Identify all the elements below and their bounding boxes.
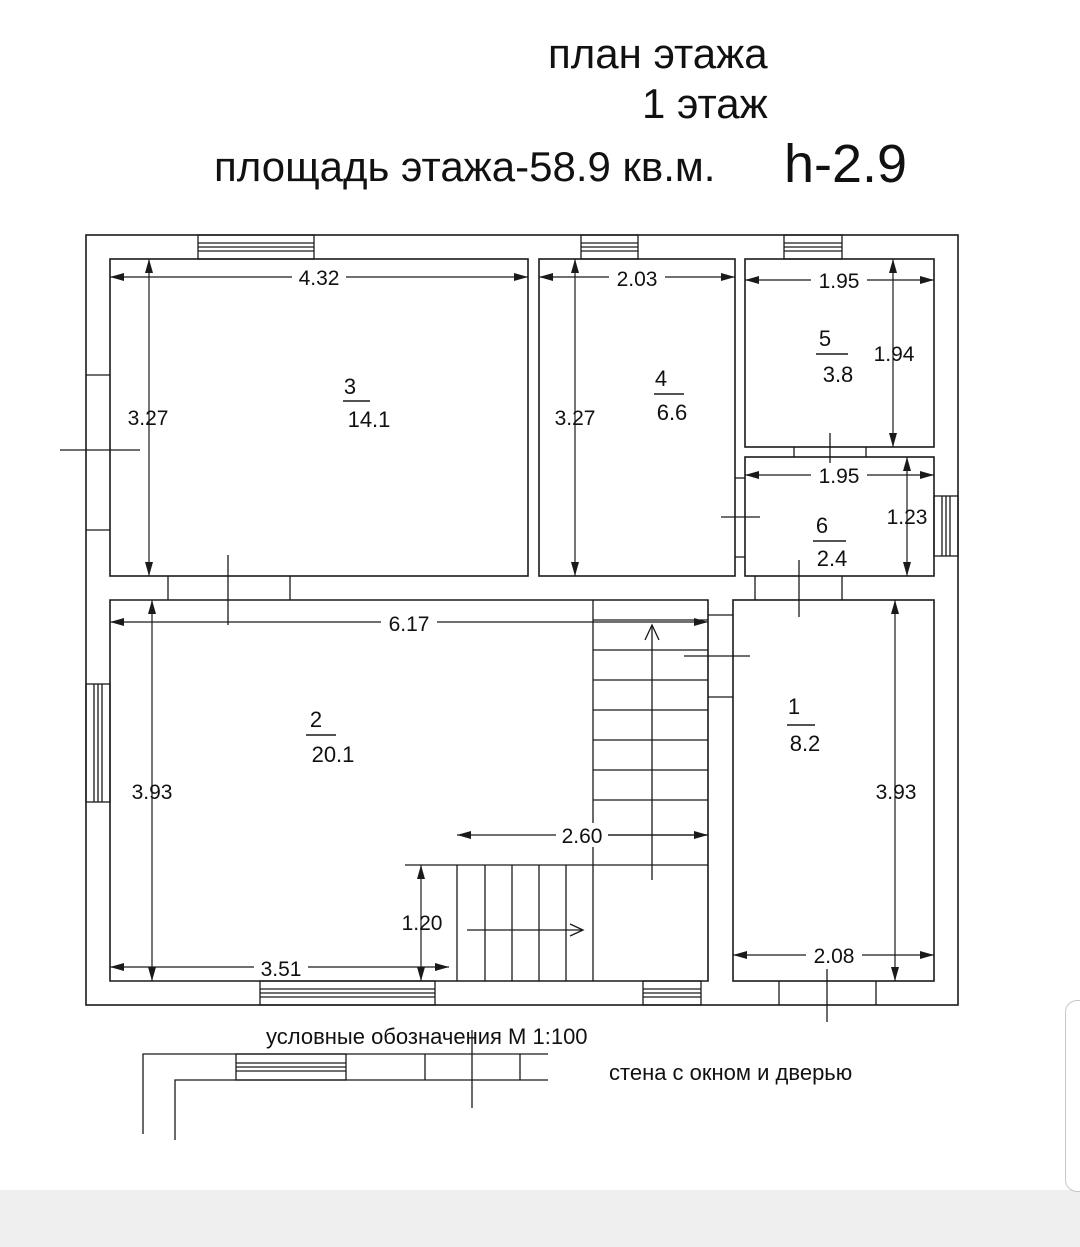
dim-room4-width: 2.03: [616, 268, 658, 291]
room-5-area: 3.8: [822, 362, 854, 387]
dimension-arrowheads: [110, 259, 934, 981]
plan-title: план этажа: [548, 30, 768, 77]
dim-room6-width: 1.95: [818, 465, 860, 488]
floor-area-label: площадь этажа-58.9 кв.м.: [214, 143, 716, 190]
dim-stair-width: 2.60: [561, 825, 603, 848]
room-1-area: 8.2: [789, 731, 821, 756]
dim-room5-width: 1.95: [818, 270, 860, 293]
staircase: [457, 600, 708, 981]
dimension-lines: [110, 259, 934, 981]
room-3-outline: [110, 259, 528, 576]
room-4-area: 6.6: [656, 400, 688, 425]
floor-label: 1 этаж: [642, 80, 768, 127]
dim-room4-height: 3.27: [554, 407, 596, 430]
room-6-area: 2.4: [816, 546, 848, 571]
room-6-number: 6: [815, 513, 829, 538]
dim-room2-bottom: 3.51: [260, 958, 302, 981]
dim-room1-height: 3.93: [875, 781, 917, 804]
room-5-number: 5: [818, 326, 832, 351]
legend-wall-label: стена с окном и дверью: [609, 1060, 853, 1085]
legend-title: условные обозначения М 1:100: [266, 1024, 588, 1049]
dim-room5-height: 1.94: [873, 343, 915, 366]
room-3-area: 14.1: [347, 407, 391, 432]
dim-room6-height: 1.23: [886, 506, 928, 529]
dim-room3-height: 3.27: [127, 407, 169, 430]
dim-room1-width: 2.08: [813, 945, 855, 968]
doors: [60, 375, 876, 1022]
room-1-number: 1: [787, 694, 801, 719]
dim-stair-height: 1.20: [401, 912, 443, 935]
dim-room3-width: 4.32: [298, 267, 340, 290]
bottom-bar: [0, 1190, 1080, 1247]
room-2-number: 2: [309, 707, 323, 732]
dim-room2-width: 6.17: [388, 613, 430, 636]
room-4-number: 4: [654, 366, 668, 391]
dim-room2-height: 3.93: [131, 781, 173, 804]
side-handle[interactable]: [1065, 1000, 1080, 1192]
room-2-area: 20.1: [311, 742, 355, 767]
room-3-number: 3: [343, 374, 357, 399]
ceiling-height-label: h-2.9: [784, 134, 908, 194]
